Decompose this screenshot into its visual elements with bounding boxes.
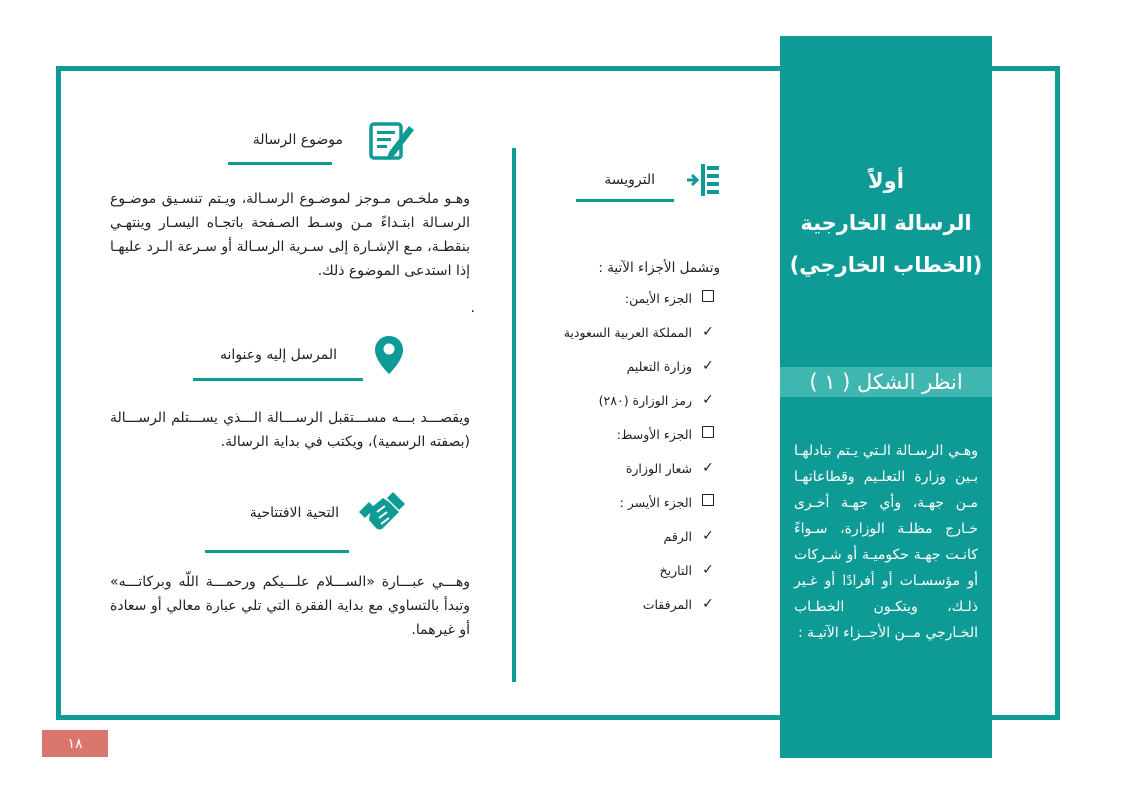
list-item-label: المملكة العربية السعودية (563, 324, 692, 340)
list-item (480, 553, 720, 587)
edit-document-icon (367, 118, 417, 162)
side-panel (780, 36, 992, 758)
subject-title: موضوع الرسالة (252, 132, 343, 148)
list-item (480, 587, 720, 621)
list-item (480, 417, 720, 451)
checkmark-icon: ✓ (702, 392, 714, 408)
greeting-text: وهـــي عبـــارة «الســـلام علـــيكم ورحمـــة اللّه وبركاتـــه» وتبدأ بالتساوي مع بداية الفقرة التي تلي عبارة معالي أو سعادة أو غيرهما. (110, 574, 470, 638)
recipient-text: ويقصـــد بـــه مســـتقبل الرســـالة الـــذي يســـتلم الرســـالة (بصفته الرسمية)، ويكتب في بداية الرسالة. (110, 410, 470, 450)
panel-title (780, 160, 992, 286)
list-item (480, 281, 720, 315)
letterhead-underline (576, 199, 674, 202)
checkbox-square-icon (696, 494, 720, 510)
checkmark-icon: ✓ (702, 562, 714, 578)
subject-heading (232, 118, 417, 162)
list-item (480, 383, 720, 417)
list-item (480, 315, 720, 349)
checkmark-icon: ✓ (702, 596, 714, 612)
letterhead-title: الترويسة (604, 172, 655, 188)
checkmark-icon: ✓ (702, 324, 714, 340)
letterhead-intro: وتشمل الأجزاء الآتية : (598, 260, 720, 276)
greeting-underline (205, 550, 349, 553)
location-pin-icon (373, 334, 405, 376)
panel-title-line3: (الخطاب الخارجي) (789, 253, 983, 277)
recipient-underline (193, 378, 363, 381)
list-item-label: الجزء الأيمن: (624, 290, 692, 306)
list-item (480, 451, 720, 485)
letterhead-list (480, 255, 720, 621)
recipient-heading (205, 334, 405, 376)
panel-title-line2: الرسالة الخارجية (800, 211, 972, 235)
list-item (480, 485, 720, 519)
list-item-label: رمز الوزارة (٢٨٠) (598, 392, 692, 408)
checkbox-square-icon (696, 426, 720, 442)
letterhead-heading (575, 160, 725, 200)
list-item-label: الجزء الأوسط: (616, 426, 692, 442)
page-number: ١٨ (42, 730, 108, 757)
handshake-icon (357, 490, 407, 536)
list-item-label: الرقم (663, 528, 692, 544)
subject-underline (228, 162, 332, 165)
subject-dot: . (470, 300, 475, 316)
panel-description: وهـي الرسـالة الـتي يـتم تبادلهـا بـين وزارة التعلـيم وقطاعاتهـا مـن جهـة، وأي جهـة أخـرى خـارج مظلـة الوزارة، سـواءً كانـت جهـة حكوميـة أو شـركات أو مؤسسـات أو أفرادًا أو غـير ذلـك، ويتكـون الخطـاب الخـارجي مــن الأجــزاء الآتيـة : (794, 443, 978, 641)
figure-reference: انظر الشكل ( ١ ) (780, 367, 992, 397)
greeting-heading (222, 490, 407, 536)
list-item-label: شعار الوزارة (625, 460, 692, 476)
subject-text: وهـو ملخـص مـوجز لموضـوع الرسـالة، ويـتم تنسـيق موضـوع الرسـالة ابتـداءً مـن وسـط الصـفحة باتجـاه اليسـار وينتهـي بنقطـة، مـع الإشـارة إلى سـرية الرسـالة أو سـرعة الـرد عليهـا إذا استدعى الموضوع ذلك. (110, 191, 470, 279)
checkbox-square-icon (696, 290, 720, 306)
list-item-label: المرفقات (642, 596, 692, 612)
list-item-label: الجزء الأيسر : (619, 494, 692, 510)
list-item-label: وزارة التعليم (626, 358, 692, 374)
checkmark-icon: ✓ (702, 460, 714, 476)
recipient-title: المرسل إليه وعنوانه (220, 347, 337, 363)
checkmark-icon: ✓ (702, 358, 714, 374)
list-item-label: التاريخ (659, 562, 692, 578)
list-item (480, 519, 720, 553)
list-item (480, 349, 720, 383)
checkmark-icon: ✓ (702, 528, 714, 544)
greeting-title: التحية الافتتاحية (249, 505, 339, 521)
panel-title-line1: أولاً (868, 169, 904, 193)
indent-list-icon (685, 160, 725, 200)
